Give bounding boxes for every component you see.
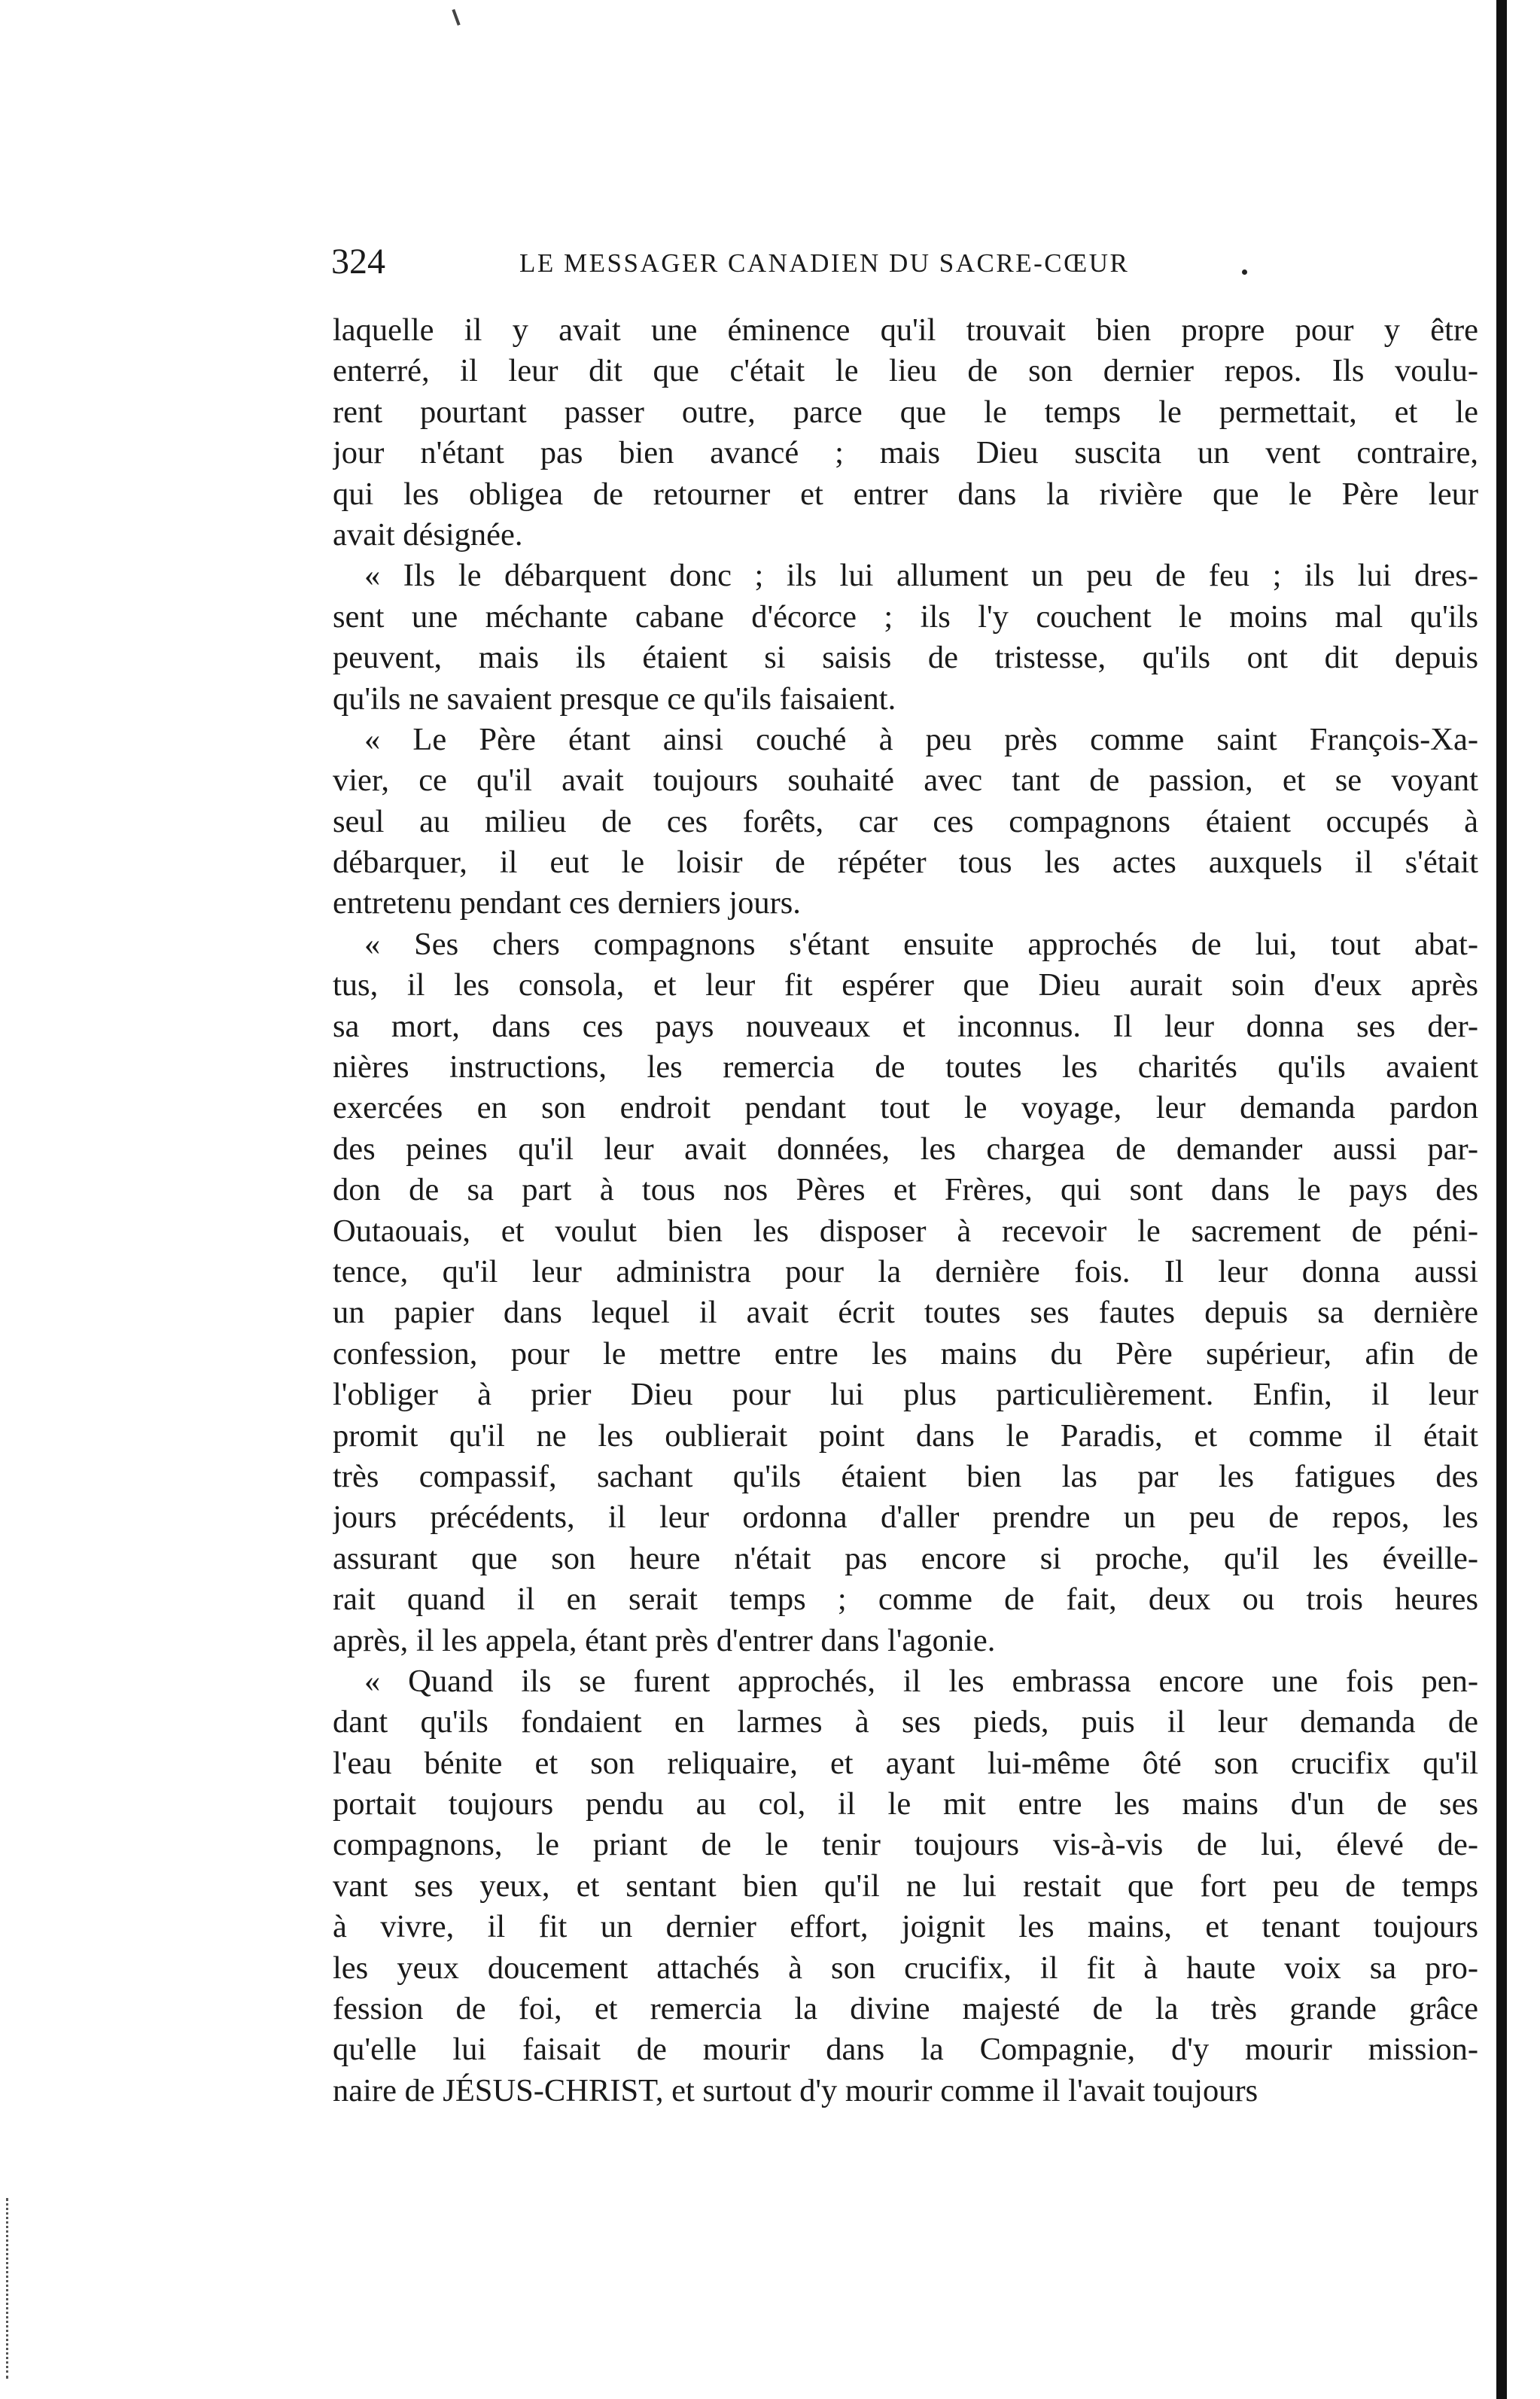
text-line: rait quand il en serait temps ; comme de fait, deux ou trois heures [333,1582,1478,1618]
header-ornament-dot [1242,269,1247,275]
text-line: fession de foi, et remercia la divine majesté de la très grande grâce [333,1991,1478,2027]
text-line: nières instructions, les remercia de toutes les charités qu'ils avaient [333,1049,1478,1085]
text-line: des peines qu'il leur avait données, les chargea de demander aussi par- [333,1131,1478,1167]
text-line: « Le Père étant ainsi couché à peu près comme saint François-Xa- [364,721,1478,757]
text-line: promit qu'il ne les oublierait point dans le Paradis, et comme il était [333,1417,1478,1454]
text-line: peuvent, mais ils étaient si saisis de tristesse, qu'ils ont dit depuis [333,640,1478,676]
text-line: « Quand ils se furent approchés, il les embrassa encore une fois pen- [364,1663,1478,1699]
text-line: tus, il les consola, et leur fit espérer que Dieu aurait soin d'eux après [333,967,1478,1003]
text-line: don de sa part à tous nos Pères et Frères, qui sont dans le pays des [333,1172,1478,1208]
text-line: l'eau bénite et son reliquaire, et ayant lui-même ôté son crucifix qu'il [333,1745,1478,1781]
text-line: « Ils le débarquent donc ; ils lui allument un peu de feu ; ils lui dres- [364,558,1478,594]
text-line: dant qu'ils fondaient en larmes à ses pieds, puis il leur demanda de [333,1704,1478,1740]
text-line: sa mort, dans ces pays nouveaux et inconnus. Il leur donna ses der- [333,1008,1478,1044]
text-line: enterré, il leur dit que c'était le lieu de son dernier repos. Ils voulu- [333,353,1478,389]
text-line: confession, pour le mettre entre les mains du Père supérieur, afin de [333,1335,1478,1372]
text-line: un papier dans lequel il avait écrit toutes ses fautes depuis sa dernière [333,1295,1478,1331]
scan-margin-specks [6,2198,11,2379]
text-line: après, il les appela, étant près d'entrer dans l'agonie. [333,1622,996,1658]
text-line: seul au milieu de ces forêts, car ces compagnons étaient occupés à [333,803,1478,839]
print-speck [452,9,460,26]
text-line: qu'elle lui faisait de mourir dans la Compagnie, d'y mourir mission- [333,2032,1478,2068]
text-line: tence, qu'il leur administra pour la dernière fois. Il leur donna aussi [333,1253,1478,1289]
text-line: jour n'étant pas bien avancé ; mais Dieu suscita un vent contraire, [333,435,1478,471]
text-line: vier, ce qu'il avait toujours souhaité avec tant de passion, et se voyant [333,763,1478,799]
text-line: entretenu pendant ces derniers jours. [333,885,801,921]
text-line: jours précédents, il leur ordonna d'aller prendre un peu de repos, les [333,1499,1478,1536]
text-line: l'obliger à prier Dieu pour lui plus particulièrement. Enfin, il leur [333,1377,1478,1413]
text-line: exercées en son endroit pendant tout le voyage, leur demanda pardon [333,1090,1478,1126]
text-line: portait toujours pendu au col, il le mit entre les mains d'un de ses [333,1786,1478,1822]
text-line: à vivre, il fit un dernier effort, joignit les mains, et tenant toujours [333,1909,1478,1945]
text-line: vant ses yeux, et sentant bien qu'il ne lui restait que fort peu de temps [333,1868,1478,1904]
text-line: compagnons, le priant de le tenir toujours vis-à-vis de lui, élevé de- [333,1827,1478,1863]
text-line: rent pourtant passer outre, parce que le temps le permettait, et le [333,394,1478,430]
page-header [331,239,1249,285]
text-line: qui les obligea de retourner et entrer dans la rivière que le Père leur [333,476,1478,512]
text-line: sent une méchante cabane d'écorce ; ils l'y couchent le moins mal qu'ils [333,598,1478,635]
text-line: laquelle il y avait une éminence qu'il trouvait bien propre pour y être [333,312,1478,348]
text-line: avait désignée. [333,516,523,553]
text-line: les yeux doucement attachés à son crucifix, il fit à haute voix sa pro- [333,1950,1478,1986]
page-number: 324 [331,242,385,282]
body-text [333,310,1478,2111]
text-line: naire de JÉSUS-CHRIST, et surtout d'y mourir comme il l'avait toujours [333,2072,1258,2108]
text-line: qu'ils ne savaient presque ce qu'ils faisaient. [333,680,896,717]
running-title: LE MESSAGER CANADIEN DU SACRE-CŒUR [519,248,1130,278]
text-line: Outaouais, et voulut bien les disposer à recevoir le sacrement de péni- [333,1213,1478,1249]
scan-edge-border [1496,0,1507,2399]
text-line: très compassif, sachant qu'ils étaient bien las par les fatigues des [333,1458,1478,1494]
text-line: débarquer, il eut le loisir de répéter tous les actes auxquels il s'était [333,845,1478,881]
text-line: « Ses chers compagnons s'étant ensuite approchés de lui, tout abat- [364,926,1478,962]
text-line: assurant que son heure n'était pas encore si proche, qu'il les éveille- [333,1540,1478,1576]
